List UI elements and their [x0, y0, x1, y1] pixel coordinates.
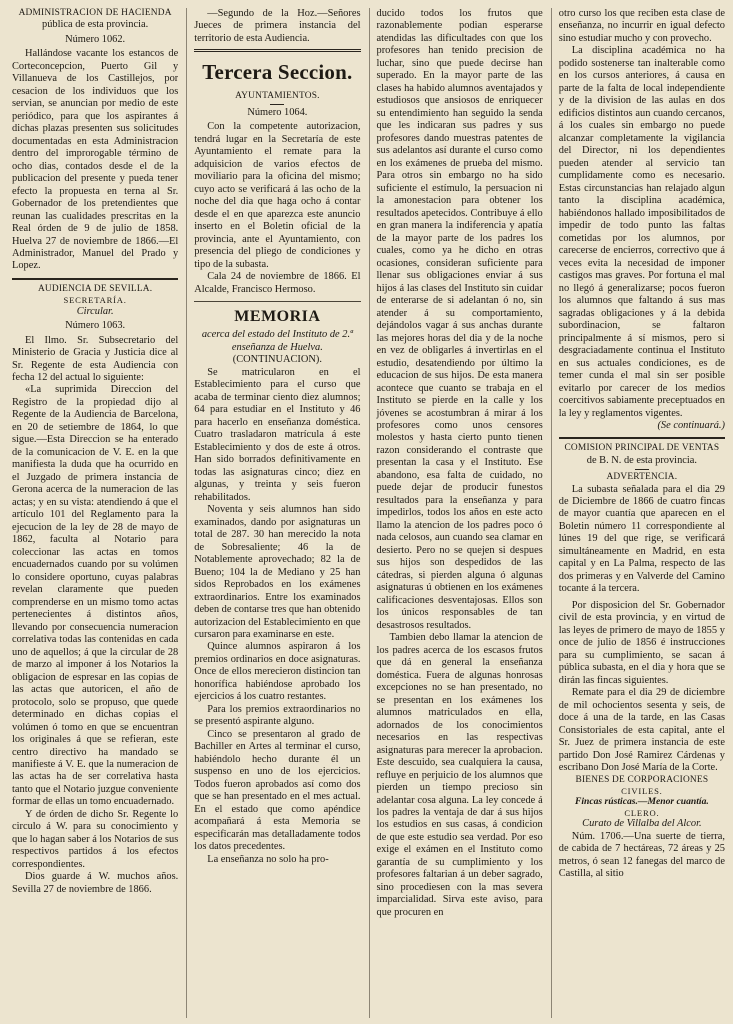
advertencia-paragraph: Por disposicion del Sr. Gobernador civil de esta provincia, y en virtud de las leyes de primero de mayo de 1855 y once de julio de 1856 é instrucciones para su cumplimiento, se sacan á pública subasta, en el dia y hora que se dirán las fincas siguientes.: [558, 599, 725, 686]
section-divider: [194, 49, 360, 52]
memoria-paragraph: Tambien debo llamar la atencion de los padres acerca de los escasos frutos que dá en general la enseñanza doméstica. Fuera de algunas honrosas excepciones no se han presentado, no se presentan en los exámenes los alumnos matriculados en ella, adornados de los conocimientos necesarios en las respectivas asignaturas para merecer la aprobacion. Este descuido, sea cualquiera la causa, refluye en perjuicio de los alumnos que pierden un tiempo precioso sin adelantar cosa alguna. La ley concede á los padres la ventaja de dar á sus hijos los estudios en sus casas, á condicion de que este estudio sea verdad. Por eso exige el exámen en el Instituto como garantía de su cumplimiento y los profesores faltarian á un deber sagrado, sino procediesen con la mas severa imparcialidad. Sirva este aviso, para que procuren en: [376, 632, 543, 918]
memoria-paragraph: otro curso los que reciben esta clase de enseñanza, no incurrir en igual defecto sino estudiar mucho y con provecho.: [558, 8, 725, 44]
advertencia-paragraph: Remate para el dia 29 de diciembre de mil ochocientos sesenta y seis, de doce á una de la tarde, en las Casas Consistoriales de esta capital, ante el Sr. Juez de primera instancia de este partido Don José Ramirez Cárdenas y escribano Don José María de la Corte.: [558, 687, 725, 774]
advertencia-paragraph: La subasta señalada para el dia 29 de Diciembre de 1866 de cuatro fincas de mayor cuantía que aparecen en el Boletin número 11 correspondiente al lúnes 19 del que rige, se verificará simultáneamente en Madrid, en esta capital y en La Palma, respecto de las dos primeras y en Valverde del Camino tocante á la tercera.: [558, 483, 725, 595]
ayto-closing: Cala 24 de noviembre de 1866. El Alcalde, Francisco Hermoso.: [194, 271, 361, 295]
memoria-paragraph: Noventa y seis alumnos han sido examinados, dando por asignaturas un total de 287. 30 han merecido la nota de Sobresaliente; 46 la de Notablemente aprovechado; 82 la de Bueno; 104 la de Mediano y 25 han sidos Reprobados en los exámenes extraordinarios. Entre los examinados deben de contarse tres que han obtenido autorizacion del Establecimiento en que cursaron para examinarse en este.: [194, 504, 361, 640]
memoria-paragraph: Cinco se presentaron al grado de Bachiller en Artes al terminar el curso, habiéndolo hecho durante él un suspenso en uno de los ejercicios. Todos fueron aprobados así como dos que se han presentado en el mes actual. En el estado que como apéndice acompañará á esta Memoria se especificarán mas detalladamente todos los datos precedentes.: [194, 728, 361, 853]
hacienda-header: ADMINISTRACION DE HACIENDA: [18, 8, 172, 18]
small-divider: [635, 469, 649, 470]
memoria-subtitle: acerca del estado del Instituto de 2.ª enseñanza de Huelva.: [201, 329, 353, 353]
hacienda-subheader: pública de esta provincia.: [42, 19, 149, 31]
section-divider: [559, 437, 725, 439]
comision-subheader: de B. N. de esta provincia.: [586, 454, 697, 466]
hacienda-number: Número 1062.: [65, 33, 126, 45]
advertencia-header: ADVERTENCIA.: [606, 472, 678, 483]
clero-label: CLERO.: [624, 807, 660, 818]
secretaria-label: SECRETARÍA.: [63, 295, 127, 306]
section-title: Tercera Seccion.: [202, 60, 353, 85]
fincas-label: Fincas rústicas.—Menor cuantía.: [574, 796, 709, 808]
audiencia-closing: Dios guarde á W. muchos años. Sevilla 27 de noviembre de 1866.: [12, 871, 179, 895]
memoria-paragraph: Para los premios extraordinarios no se presentó aspirante alguno.: [194, 703, 361, 728]
audiencia-number: Número 1063.: [65, 320, 126, 332]
section-divider: [194, 301, 360, 302]
audiencia-order: Y de órden de dicho Sr. Regente lo circulo á W. para su conocimiento y que lo hagan saber á los Notarios de sus respectivos partidos á los efectos correspondientes.: [12, 808, 179, 870]
comision-header: COMISION PRINCIPAL DE VENTAS: [564, 443, 720, 454]
bienes-header: BIENES DE CORPORACIONES: [575, 774, 709, 785]
column-2: [186, 8, 360, 1018]
ayto-number: Número 1064.: [247, 106, 308, 118]
memoria-paragraph: La enseñanza no solo ha pro-: [207, 853, 329, 865]
memoria-paragraph: Quince alumnos aspiraron á los premios ordinarios en doce asignaturas. Once de ellos merecieron distincion tan honorífica habiéndose aprobado los ejercicios á los cuatro restantes.: [194, 641, 361, 703]
continuation-text: —Segundo de la Hoz.—Señores Jueces de primera instancia del territorio de esta Audiencia.: [194, 8, 361, 44]
audiencia-quote: «La suprimida Direccion del Registro de la propiedad dijo al Regente de la Audiencia de Barcelona, en 20 de setiembre de 1864, lo que sigue.—Esta Direccion se ha enterado de la comunicacion de V. E. en la que manifiesta la duda que ha ocurrido en el Juzgado de primera instancia de Gerona acerca de la numeracion de las actas; y en su vista: atendiendo á que el artículo 101 del Reglamento para la ejecucion de la ley de 28 de mayo de 1862, faculta al Notario para coleccionar las actas en tomos encuadernados cuando por su volúmen lo considere oportuno, cuyas palabras revelan claramente que pueden comprenderse en un mismo tomo actas pertenecientes á distintos años, llevando por consecuencia numeracion correlativa todas las contenidas en cada uno de aquellos; á que la circular de 28 de marzo al imponer á los Notarios la obligacion de espresar en las copias de las actas que autoricen, el año de protocolo, solo se propuso, que quede determinado en dichas copias el volúmen ó tomo en que se encuentran los originales á que se refieran, este centro directivo ha mandado se manifieste á V. E. que la numeracion de las actas ha de ser correlativa hasta tanto que el Notario juzgue conveniente formar de ellas un tomo encuadernado.: [12, 384, 179, 808]
se-continuara-label: (Se continuará.): [657, 419, 725, 431]
memoria-paragraph: Se matricularon en el Establecimiento para el curso que acaba de terminar ciento diez alumnos; 64 para estudiar en el Instituto y 46 para hacerlo en enseñanza doméstica. Cuatro trasladaron matrícula á este Establecimiento y dos de este á otros. Han sido borrados definitivamente en todas las asignaturas cinco; diez en algunas, y treinta y seis fueron rehabilitados.: [194, 366, 361, 503]
audiencia-intro: El Ilmo. Sr. Subsecretario del Ministerio de Gracia y Justicia dice al Sr. Regente de esta Audiencia con fecha 12 del actual lo siguiente:: [12, 334, 179, 383]
column-1: [12, 8, 178, 1018]
continuacion-label: (CONTINUACION).: [232, 354, 322, 366]
ayto-body: Con la competente autorizacion, tendrá lugar en la Secretaría de este Ayuntamiento el remate para la adquisicion de varios efectos de moviliario para la oficina del mismo; cuyo acto se verificará á las ocho de la noche del dia que haga ocho á contar desde el en que aparezca este anuncio inserto en el Boletin oficial de la provincia, ante el Ayuntamiento, con presencia del pliego de condiciones y tipo de la subasta.: [194, 121, 361, 270]
curato-label: Curato de Villalba del Alcor.: [582, 818, 702, 830]
column-4: [551, 8, 725, 1018]
ayuntamientos-header: AYUNTAMIENTOS.: [235, 90, 320, 101]
circular-label: Circular.: [76, 305, 114, 317]
memoria-paragraph: ducido todos los frutos que razonablemente podian esperarse atendidas las dificultades con que los profesores han tenido precision de luchar, sino que puede decirse han superado. En la mayor parte de las clases ha habido alumnos aventajados y estudiosos que ansiosos de enriquecer su entendimiento han seguido la senda que les indicaran sus padres y sus profesores dando muestras patentes de sus adelantos así durante el curso como en los exámenes de prueba del mismo. Para otros sin embargo no ha sido suficiente el estímulo, la persuacion ni la amonestacion para obtener los resultados apetecidos. Contribuye á ello en gran manera la indiferencia y apatía de la mayor parte de los padres los cuales, como ya he dicho en otras ocasiones, consideran suficiente para llenar sus obligaciones enviar á sus hijos á las clases del Instituto sin cuidar de enterarse de si adelantan ó no, sin atender á su comportamiento, dejándolos vagar á sus anchas durante las mejores horas del dia y de la noche en vez de obligarles á invertirlas en el estudio, desatendiendo por último la educacion de sus hijos. De esta manera acontece que cuanto se trabaja en el Instituto se pierde en la calle y los jóvenes se acostumbran á mirar á los profesores como unos censores molestos y hasta cierto punto tienen razon considerando el contraste que presentan la casa y el Instituto. Ese abandono, esa falta de cuidado, no puede dejar de producir funestos resultados para la enseñanza y para impedirlos, todos los años en este acto llamo la atencion de los padres poco ó nada celosos, aun cuando sea clamar en desierto. Pero no se quejen si despues sus hijos son despedidos de las cátedras, si pierden alguna ó algunas asignaturas ú obtienen en los exámenes calificaciones desventajosas. Ellos son los únicos responsables de tan desastrosos resultados.: [376, 8, 543, 631]
section-divider: [12, 278, 178, 280]
audiencia-header: AUDIENCIA DE SEVILLA.: [37, 283, 153, 294]
memoria-title: MEMORIA: [234, 308, 321, 326]
memoria-paragraph: La disciplina académica no ha podido sostenerse tan inalterable como en los cursos anteriores, á causa en parte de la falta de local independiente y de la division de las aulas en dos edificios distintos aun cuando cercanos, á los cuales sin embargo no puede alcanzar completamente la vigilancia del Director, ni los dependientes pueden atender al servicio tan cumplidamente como es necesario. Estas circunstancias han relajado algun tanto la disciplina académica, habiéndonos hallado imposibilitados de impedir de todo punto las faltas cometidas por los alumnos, por carecerse de encierros, correctivo que á veces evita la necesidad de imponer castigos mas graves. Por fortuna el mal no llegó á generalizarse; pocos fueron los alumnos que faltando á sus mas sagradas obligaciones y á la debida subordinacion, se faltaron principalmente á sí mismos, pero si desgraciadamente continua el Instituto en sus actuales condiciones, es de temer cunda el mal sin ser posible evitarlo por carecer de los medios coercitivos sabiamente preceptuados en la ley y reglamentos vigentes.: [558, 45, 725, 419]
civiles-label: CIVILES.: [621, 785, 663, 796]
column-3: [369, 8, 543, 1018]
hacienda-body: Hallándose vacante los estancos de Corteconcepcion, Puerto Gil y Villanueva de los Castillejos, por cesacion de los individuos que los servian, se anuncian por medio de este periódico, para que los aspirantes á dichas plazas presenten sus solicitudes documentadas en esta Administracion dentro del improrogable término de ocho dias, contados desde el de la publicacion del presente y pueda tener efecto la propuesta en terna al Sr. Gobernador de los pretendientes que reunan las cualidades prescritas en la Real órden de 9 de julio de 1858. Huelva 27 de noviembre de 1866.—El Administrador, Manuel del Prado y Lopez.: [12, 48, 179, 272]
finca-entry: Núm. 1706.—Una suerte de tierra, de cabida de 7 hectáreas, 72 áreas y 25 metros, ó sean 12 fanegas del marco de Castilla, al sitio: [558, 830, 725, 879]
small-divider: [270, 104, 284, 105]
